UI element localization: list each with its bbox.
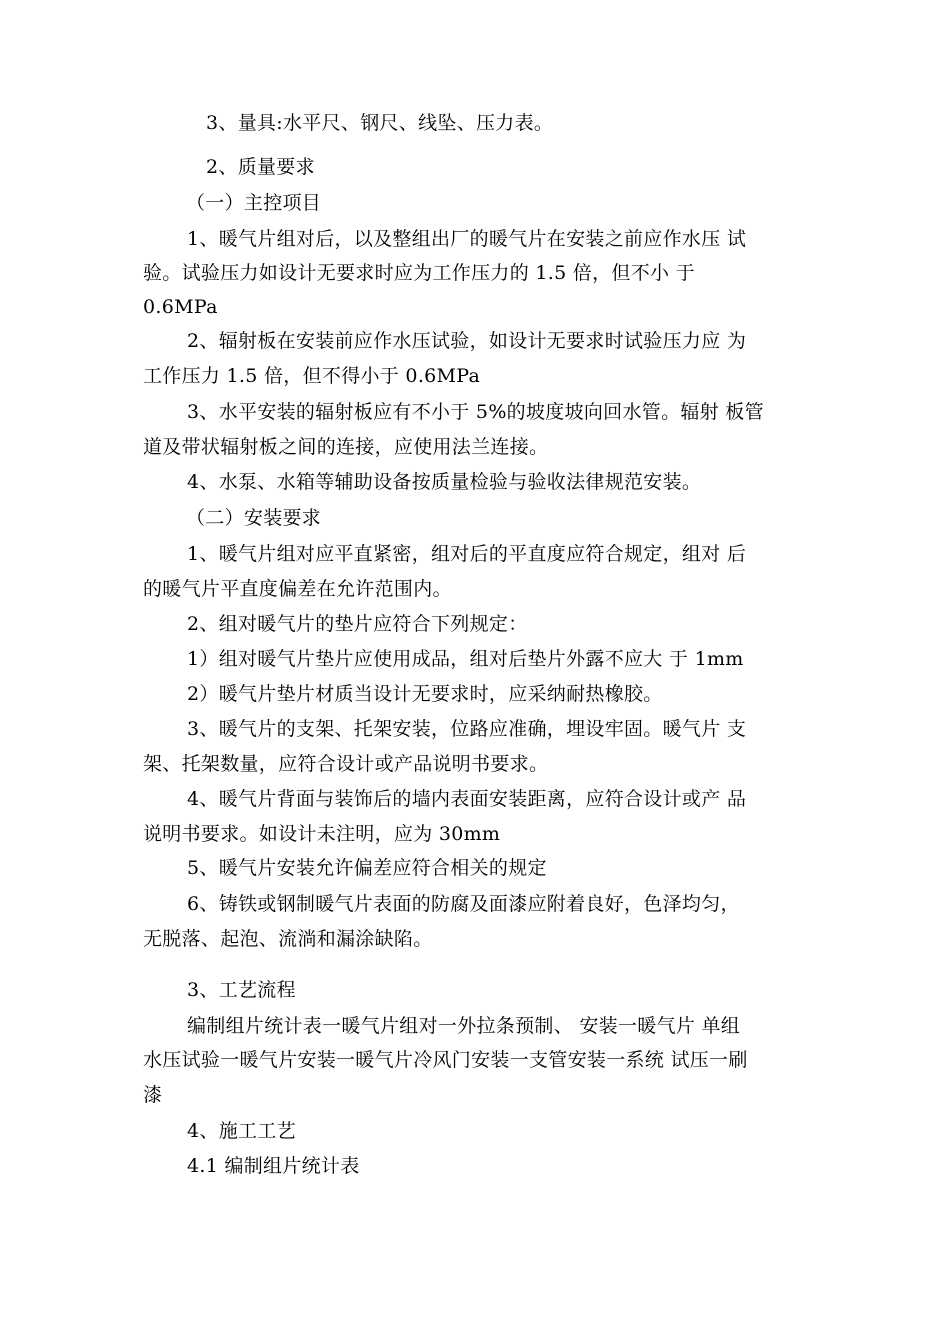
text-line: 验。试验压力如设计无要求时应为工作压力的 1.5 倍，但不小 于: [143, 262, 695, 284]
section-heading: 2、质量要求: [206, 156, 315, 178]
subsection-heading: 4.1 编制组片统计表: [187, 1155, 360, 1177]
text-line: 5、暖气片安装允许偏差应符合相关的规定: [187, 857, 547, 879]
text-line: 2）暖气片垫片材质当设计无要求时，应采纳耐热橡胶。: [187, 683, 663, 705]
text-line: 道及带状辐射板之间的连接，应使用法兰连接。: [143, 436, 549, 458]
subsection-heading: （一）主控项目: [186, 192, 322, 214]
text-line: 3、量具:水平尺、钢尺、线坠、压力表。: [206, 112, 554, 134]
section-heading: 4、施工工艺: [187, 1120, 296, 1142]
text-line: 编制组片统计表一暖气片组对一外拉条预制、 安装一暖气片 单组: [187, 1015, 741, 1037]
text-line: 工作压力 1.5 倍，但不得小于 0.6MPa: [143, 365, 481, 387]
text-line: 的暖气片平直度偏差在允许范围内。: [143, 578, 452, 600]
text-line: 架、托架数量，应符合设计或产品说明书要求。: [143, 753, 549, 775]
text-line: 水压试验一暖气片安装一暖气片冷风门安装一支管安装一系统 试压一刷: [143, 1049, 748, 1071]
text-line: 说明书要求。如设计未注明，应为 30mm: [143, 823, 501, 845]
text-line: 6、铸铁或钢制暖气片表面的防腐及面漆应附着良好，色泽均匀，: [187, 893, 740, 915]
text-line: 4、水泵、水箱等辅助设备按质量检验与验收法律规范安装。: [187, 471, 702, 493]
text-line: 1）组对暖气片垫片应使用成品，组对后垫片外露不应大 于 1mm: [187, 648, 744, 670]
section-heading: 3、工艺流程: [187, 979, 296, 1001]
text-line: 3、水平安装的辐射板应有不小于 5%的坡度坡向回水管。辐射 板管: [187, 401, 764, 423]
text-line: 1、暖气片组对后，以及整组出厂的暖气片在安装之前应作水压 试: [187, 228, 747, 250]
text-line: 0.6MPa: [143, 296, 218, 318]
text-line: 3、暖气片的支架、托架安装，位路应准确，埋设牢固。暖气片 支: [187, 718, 747, 740]
text-line: 无脱落、起泡、流淌和漏涂缺陷。: [143, 928, 433, 950]
text-line: 1、暖气片组对应平直紧密，组对后的平直度应符合规定，组对 后: [187, 543, 747, 565]
text-line: 4、暖气片背面与装饰后的墙内表面安装距离，应符合设计或产 品: [187, 788, 747, 810]
text-line: 漆: [143, 1084, 163, 1106]
text-line: 2、组对暖气片的垫片应符合下列规定：: [187, 613, 528, 635]
text-line: 2、辐射板在安装前应作水压试验，如设计无要求时试验压力应 为: [187, 330, 747, 352]
subsection-heading: （二）安装要求: [186, 507, 322, 529]
